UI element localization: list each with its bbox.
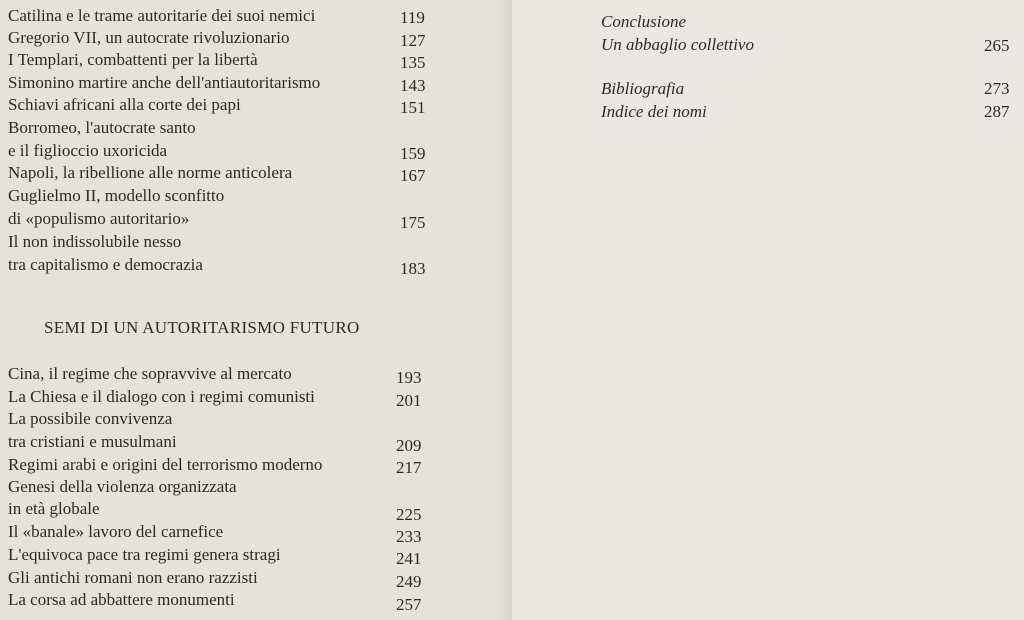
toc-entry-page: 201: [396, 391, 422, 410]
toc-entry-page: 287: [984, 102, 1010, 121]
toc-entry-page: 135: [400, 53, 426, 72]
toc-entry-title: Bibliografia: [601, 79, 685, 98]
toc-entry-page: 265: [984, 36, 1010, 55]
toc-entry-title: I Templari, combattenti per la libertà: [8, 50, 258, 69]
toc-entry-page: 127: [400, 31, 426, 50]
toc-entry-title: Regimi arabi e origini del terrorismo moderno: [8, 455, 323, 474]
toc-entry-title: Gli antichi romani non erano razzisti: [8, 568, 258, 587]
toc-entry-page: 193: [396, 368, 422, 387]
toc-entry-page: 241: [396, 549, 422, 568]
toc-entry-title: Un abbaglio collettivo: [601, 35, 754, 54]
toc-entry-title: e il figliocci​o uxoricida: [8, 141, 168, 160]
toc-entry-title: Genesi della violenza organizzata: [8, 477, 237, 496]
toc-entry-page: 257: [396, 595, 422, 614]
toc-entry-page: 167: [400, 166, 426, 185]
toc-entry-title: in età globale: [8, 499, 100, 518]
toc-entry-title: Indice dei nomi: [601, 102, 707, 121]
toc-entry-title: tra capitalismo e democrazia: [8, 255, 203, 274]
toc-entry-title: Il non indissolubile nesso: [8, 232, 182, 251]
toc-entry-title: Napoli, la ribellione alle norme anticolera: [8, 163, 293, 182]
toc-entry-title: Cina, il regime che sopravvive al mercato: [8, 364, 292, 383]
toc-entry-page: 209: [396, 436, 422, 455]
toc-entry-title: La Chiesa e il dialogo con i regimi comunisti: [8, 387, 315, 406]
toc-entry-page: 217: [396, 458, 422, 477]
toc-entry-page: 119: [400, 8, 425, 27]
toc-entry-title: di «populismo autoritario»: [8, 209, 190, 228]
toc-entry-title: L'equivoca pace tra regimi genera stragi: [8, 545, 281, 564]
toc-entry-title: Simonino martire anche dell'antiautoritarismo: [8, 73, 321, 92]
toc-entry-title: Gregorio VII, un autocrate rivoluzionario: [8, 28, 290, 47]
toc-entry-page: 249: [396, 572, 422, 591]
toc-entry-title: La possibile convivenza: [8, 409, 173, 428]
section-heading: SEMI DI UN AUTORITARISMO FUTURO: [44, 318, 360, 337]
toc-entry-title: Borromeo, l'autocrate santo: [8, 118, 196, 137]
toc-entry-title: La corsa ad abbattere monumenti: [8, 590, 235, 609]
toc-entry-page: 143: [400, 76, 426, 95]
toc-entry-page: 225: [396, 505, 422, 524]
right-page: [512, 0, 1024, 620]
toc-entry-title: Guglielmo II, modello sconfitto: [8, 186, 225, 205]
toc-entry-title: Il «banale» lavoro del carnefice: [8, 522, 224, 541]
toc-entry-page: 183: [400, 259, 426, 278]
toc-entry-page: 273: [984, 79, 1010, 98]
toc-section-label: Conclusione: [601, 12, 686, 31]
toc-entry-title: Schiavi africani alla corte dei papi: [8, 95, 241, 114]
toc-entry-title: Catilina e le trame autoritarie dei suoi nemici: [8, 6, 316, 25]
toc-entry-title: tra cristiani e musulmani: [8, 432, 177, 451]
left-page: [0, 0, 510, 620]
toc-entry-page: 159: [400, 144, 426, 163]
toc-entry-page: 175: [400, 213, 426, 232]
toc-entry-page: 151: [400, 98, 426, 117]
toc-entry-page: 233: [396, 527, 422, 546]
